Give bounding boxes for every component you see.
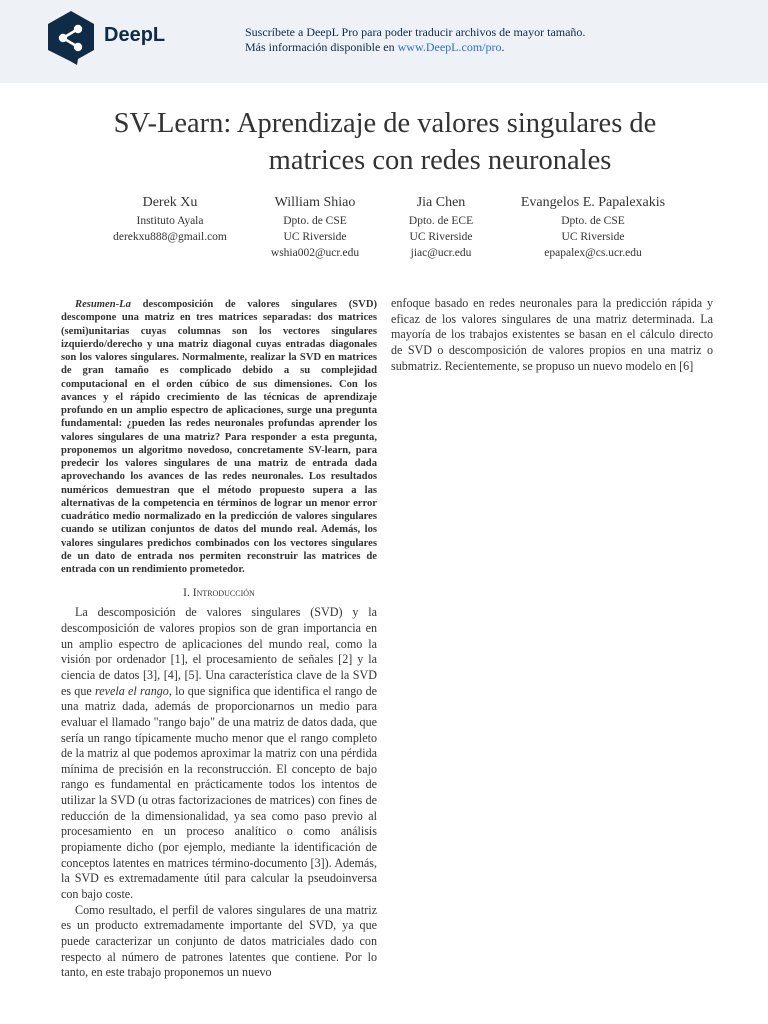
author-department: Dpto. de CSE <box>283 215 347 227</box>
section-number: I. <box>183 587 193 600</box>
intro-paragraph: Como resultado, el perfil de valores singulares de una matriz es un producto extremadamente importante del SVD, ya que puede caracterizar un conjunto de datos matriciales dado con respecto al número de patrones latentes que contiene. Por lo tanto, en este trabajo proponemos un nuevo <box>61 902 377 980</box>
paper-title <box>60 105 710 179</box>
author-affiliation: Instituto Ayala <box>136 215 204 227</box>
brand-name[interactable]: DeepL <box>104 24 166 46</box>
author-email: wshia002@ucr.edu <box>270 247 360 259</box>
author-affiliation: UC Riverside <box>561 231 625 243</box>
author-affiliation: UC Riverside <box>283 231 347 243</box>
author-name: William Shiao <box>274 195 356 210</box>
upgrade-message-line1: Suscríbete a DeepL Pro para poder traducir archivos de mayor tamaño. <box>245 25 586 39</box>
author-email: jiac@ucr.edu <box>410 247 472 259</box>
author-email: epapalex@cs.ucr.edu <box>544 247 642 259</box>
author-email: derekxu888@gmail.com <box>113 231 227 243</box>
intro-text: La descomposición de valores singulares (SVD) y la descomposición de valores propios son de gran importancia en un amplio espectro de aplicaciones del mundo real, como la visión por ordenador [1], el procesamiento de señales [2] y la ciencia de datos [3], [4], [5]. Una característica clave de la SVD es que <box>61 605 377 698</box>
deepl-pro-link[interactable]: www.DeepL.com/pro <box>397 40 502 54</box>
document-page <box>0 83 768 1024</box>
author-department: Dpto. de CSE <box>561 215 625 227</box>
author-affiliation: UC Riverside <box>409 231 473 243</box>
abstract-lead: Resumen-La <box>75 299 131 310</box>
right-column <box>391 296 713 374</box>
author-department: Dpto. de ECE <box>408 215 474 227</box>
author-name: Evangelos E. Papalexakis <box>520 195 666 210</box>
intro-paragraph <box>61 605 377 902</box>
intro-emphasis: revela el rango <box>95 683 169 698</box>
author-name: Jia Chen <box>416 195 466 210</box>
abstract-text: descomposición de valores singulares (SVD) descompone una matriz en tres matrices separadas: dos matrices (semi)unitarias cuyas columnas son los vectores singulares izquierdo/derecho y una matriz diagonal cuyas entradas diagonales son los valores singulares. Normalmente, realizar la SVD en matrices de gran tamaño es complicado debido a su complejidad computacional en el orden cúbico de sus dimensiones. Con los avances y el rápido crecimiento de las técnicas de aprendizaje profundo en un amplio espectro de aplicaciones, surge una pregunta fundamental: ¿pueden las redes neuronales profundas aprender los valores singulares de una matriz? Para responder a esta pregunta, proponemos un algoritmo novedoso, concretamente SV-learn, para predecir los valores singulares de una matriz de entrada dada aprovechando los avances de las redes neuronales. Los resultados numéricos demuestran que el método propuesto supera a las alternativas de la competencia en términos de lograr un menor error cuadrático medio normalizado en la predicción de valores singulares cuando se utilizan conjuntos de datos del mundo real. Además, los valores singulares predichos combinados con los vectores singulares de un dato de entrada nos permiten reconstruir las matrices de entrada con un rendimiento prometedor. <box>61 299 377 575</box>
left-column <box>61 298 377 981</box>
upgrade-message <box>245 25 585 55</box>
upgrade-message-suffix: . <box>501 40 505 54</box>
section-heading <box>61 587 377 599</box>
deepl-logo-icon[interactable] <box>46 10 96 66</box>
author-block <box>508 195 678 261</box>
paper-title-line1: SV-Learn: Aprendizaje de valores singulares de <box>113 108 657 139</box>
author-name: Derek Xu <box>142 195 198 210</box>
upgrade-message-line2 <box>245 40 585 55</box>
section-title: Introducción <box>192 587 255 600</box>
deepl-banner <box>0 0 768 83</box>
right-column-paragraph: enfoque basado en redes neuronales para la predicción rápida y eficaz de los valores singulares de una matriz determinada. La mayoría de los trabajos existentes se basan en el cálculo directo de SVD o descomposición de valores propios en una matriz o submatriz. Recientemente, se propuso un nuevo modelo en [6] <box>391 296 713 373</box>
upgrade-message-prefix: Más información disponible en <box>245 40 398 54</box>
author-block <box>385 195 497 261</box>
author-block <box>95 195 245 245</box>
abstract <box>61 298 377 576</box>
author-block <box>250 195 380 261</box>
paper-title-line2: matrices con redes neuronales <box>268 145 612 176</box>
intro-text: , lo que significa que identifica el rango de una matriz dada, además de proporcionarnos un medio para evaluar el llamado "rango bajo" de una matriz de datos dada, que sería un rango típicamente mucho menor que el rango completo de la matriz al que podemos aproximar la matriz con una pérdida mínima de precisión en la reconstrucción. El concepto de bajo rango es fundamental en prácticamente todos los intentos de utilizar la SVD (u otras factorizaciones de matrices) con fines de reducción de la dimensionalidad, ya sea como paso previo al procesamiento en un proceso analítico o como análisis propiamente dicho (por ejemplo, mediante la identificación de conceptos latentes en matrices término-documento [3]). Además, la SVD es extremadamente útil para calcular la pseudoinversa con bajo coste. <box>61 683 377 902</box>
